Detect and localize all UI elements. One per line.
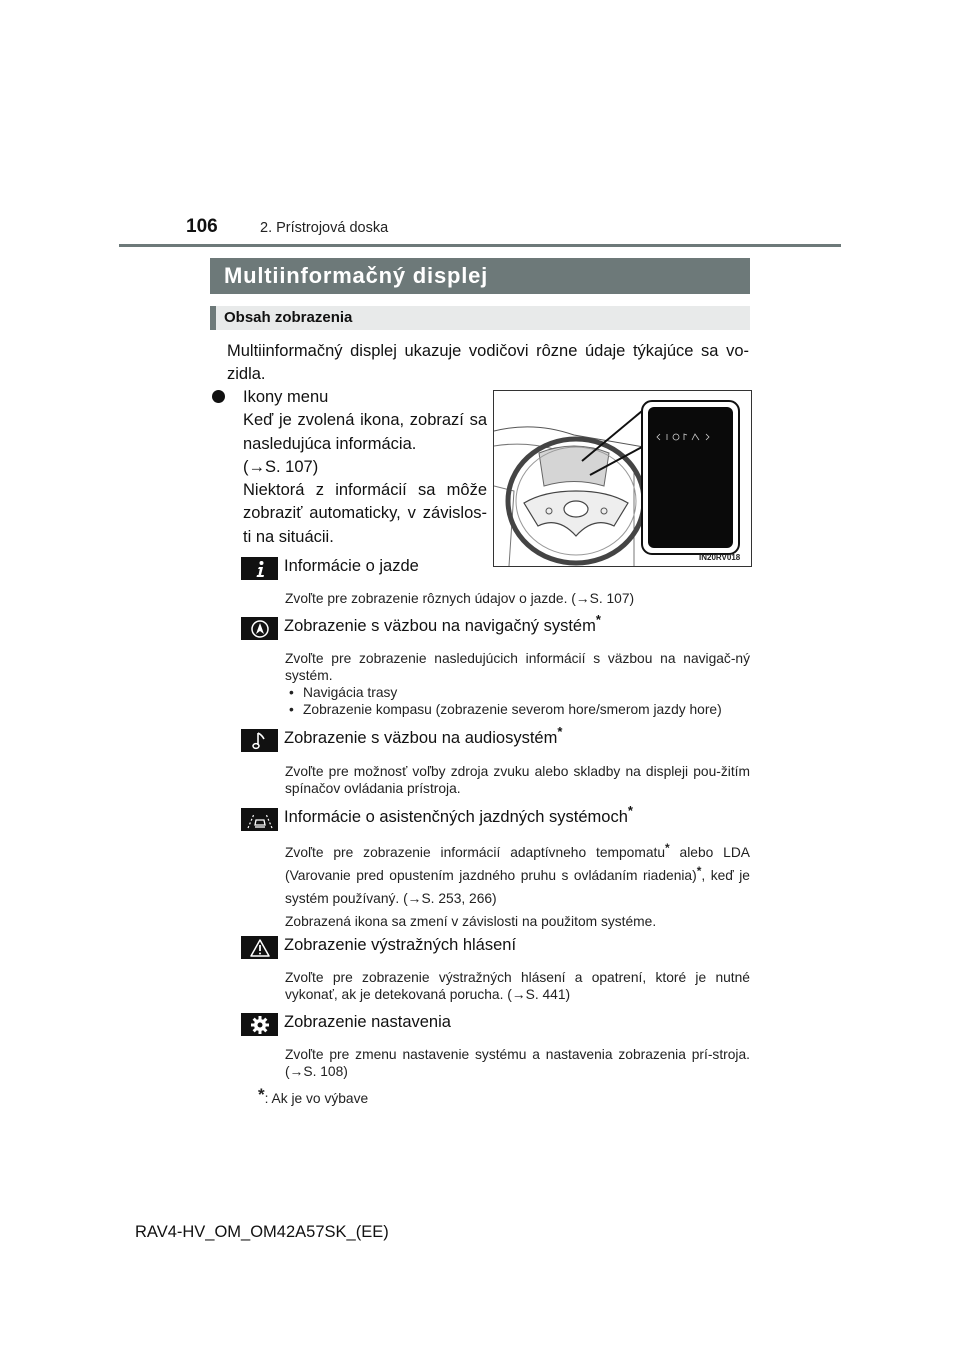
item-desc-driving-info: [285, 590, 750, 607]
item-label-driving-info: Informácie o jazde: [284, 557, 419, 575]
subsection-header-bar: [210, 306, 750, 330]
item-label-text: Informácie o asistenčných jazdných systémoch: [284, 808, 628, 826]
item-label-navigation: [284, 612, 601, 636]
item-desc-text: Zvoľte pre zobrazenie výstražných hlásení a opatrení, ktoré je nutné vykonať, ak je detekovaná porucha. (→S. 441): [285, 970, 750, 1002]
item-label-warning: Zobrazenie výstražných hlásení: [284, 936, 517, 954]
document-id: RAV4-HV_OM_OM42A57SK_(EE): [135, 1223, 389, 1241]
chapter-title: 2. Prístrojová doska: [260, 220, 389, 236]
asterisk-mark: *: [665, 841, 670, 855]
item-label-settings: Zobrazenie nastavenia: [284, 1013, 451, 1031]
menu-icons-block: [243, 386, 487, 549]
item-label-driving-assist: [284, 803, 633, 827]
subsection-accent: [210, 306, 216, 330]
item-desc-warning: [285, 969, 750, 1003]
item-desc-settings: [285, 1046, 750, 1080]
sub-list-item: • Navigácia trasy: [285, 684, 750, 701]
bullet-icon: [212, 390, 225, 403]
footnote-text: : Ak je vo výbave: [264, 1091, 369, 1106]
asterisk-mark: *: [258, 1085, 265, 1104]
item-desc-text: Zvoľte pre zobrazenie nasledujúcich informácií s väzbou na navigač-ný systém.: [285, 651, 750, 683]
header-divider: [119, 244, 841, 247]
item-desc-note: Zobrazená ikona sa zmení v závislosti na použitom systéme.: [285, 914, 657, 929]
section-header-bar: [210, 258, 750, 294]
item-desc-text: , keď je systém používaný. (→S. 253, 266): [285, 868, 750, 906]
footnote: [258, 1085, 368, 1106]
asterisk-mark: *: [595, 612, 601, 627]
steering-wheel-illustration: [494, 391, 751, 566]
item-desc-text: Zvoľte pre zobrazenie informácií adaptívneho tempomatu: [285, 845, 666, 860]
menu-icons-text: Keď je zvolená ikona, zobrazí sa nasledujúca informácia.: [243, 411, 487, 453]
subsection-title: Obsah zobrazenia: [224, 309, 353, 326]
gear-icon: [241, 1013, 278, 1036]
intro-paragraph: Multiinformačný displej ukazuje vodičovi rôzne údaje týkajúce sa vo-zidla.: [227, 342, 749, 383]
warning-icon: [241, 936, 278, 959]
item-desc-text: Zvoľte pre možnosť voľby zdroja zvuku alebo skladby na displeji pou-žitím spínačov ovládania prístroja.: [285, 764, 750, 796]
asterisk-mark: *: [557, 724, 563, 739]
illustration-code: IN20RV018: [699, 553, 741, 562]
driving-assist-icon: [241, 808, 278, 831]
menu-icons-ref: (→S. 107): [243, 457, 319, 476]
item-desc-text: alebo LDA (Varovanie pred opustením jazdného pruhu s ovládaním riadenia): [285, 845, 750, 883]
menu-icons-title: Ikony menu: [243, 388, 329, 406]
section-title: Multiinformačný displej: [224, 263, 489, 288]
menu-icons-note: Niektorá z informácií sa môže zobraziť automaticky, v závislos-ti na situácii.: [243, 481, 487, 546]
item-desc-text: Zvoľte pre zmenu nastavenie systému a nastavenia zobrazenia prí-stroja. (→S. 108): [285, 1047, 750, 1079]
dashboard-illustration: [493, 390, 752, 567]
item-label-audio: [284, 724, 563, 748]
music-note-icon: [241, 729, 278, 752]
item-desc-audio: [285, 763, 750, 797]
item-label-text: Zobrazenie s väzbou na navigačný systém: [284, 617, 596, 635]
sub-list-item: • Zobrazenie kompasu (zobrazenie severom hore/smerom jazdy hore): [285, 701, 750, 718]
item-desc-driving-assist: [285, 841, 750, 933]
item-desc-text: Zvoľte pre zobrazenie rôznych údajov o jazde. (→S. 107): [285, 591, 635, 606]
navigation-icon: [241, 617, 278, 640]
info-icon: [241, 557, 278, 580]
asterisk-mark: *: [627, 803, 633, 818]
item-desc-navigation: [285, 650, 750, 718]
asterisk-mark: *: [696, 864, 702, 878]
item-label-text: Zobrazenie s väzbou na audiosystém: [284, 729, 558, 747]
page-number: 106: [186, 216, 218, 237]
